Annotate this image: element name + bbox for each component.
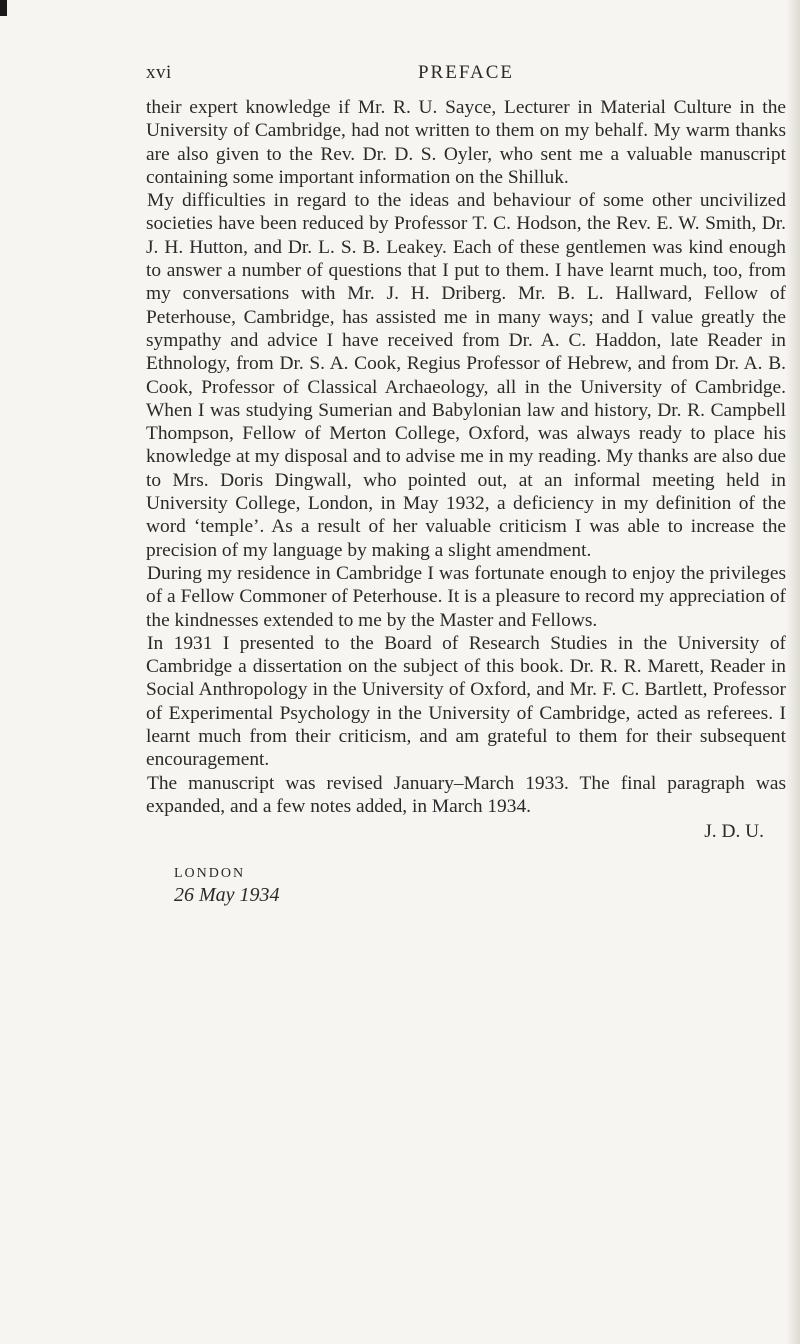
paragraph-4: In 1931 I presented to the Board of Research Studies in the University of Cambridge a dissertation on the subject of this book. Dr. R. R. Marett, Reader in Social Anthropology in the University of Oxford, and Mr. F. C. Bartlett, Professor of Experimental Psychology in the University of Cambridge, acted as referees. I learnt much from their criticism, and am grateful to them for their subsequent encouragement. xyxy=(146,632,786,771)
paragraph-1: their expert knowledge if Mr. R. U. Sayce, Lecturer in Material Culture in the University of Cambridge, had not written to them on my behalf. My warm thanks are also given to the Rev. Dr. D. S. Oyler, who sent me a valuable manuscript containing some important information on the Shilluk. xyxy=(146,97,786,188)
paragraph-5: The manuscript was revised January–March 1933. The final paragraph was expanded, and a few notes added, in March 1934. xyxy=(146,772,786,817)
page-number: xvi xyxy=(146,62,172,83)
author-initials: J. D. U. xyxy=(704,821,764,843)
preface-body xyxy=(146,96,786,818)
page-edge-shadow xyxy=(786,0,800,1344)
running-head xyxy=(146,62,786,96)
place-of-writing: LONDON xyxy=(174,865,246,881)
date-of-writing: 26 May 1934 xyxy=(174,883,280,906)
book-page xyxy=(146,62,786,907)
paragraph-3: During my residence in Cambridge I was fortunate enough to enjoy the privileges of a Fellow Commoner of Peterhouse. It is a pleasure to record my appreciation of the kindnesses extended to me by the Master and Fellows. xyxy=(146,562,786,631)
running-title: PREFACE xyxy=(417,62,514,83)
paragraph-2: My difficulties in regard to the ideas and behaviour of some other uncivilized societies have been reduced by Professor T. C. Hodson, the Rev. E. W. Smith, Dr. J. H. Hutton, and Dr. L. S. B. Leakey. Each of these gentlemen was kind enough to answer a number of questions that I put to them. I have learnt much, too, from my conversations with Mr. J. H. Driberg. Mr. B. L. Hallward, Fellow of Peterhouse, Cambridge, has assisted me in many ways; and I value greatly the sympathy and advice I have received from Dr. A. C. Haddon, late Reader in Ethnology, from Dr. S. A. Cook, Regius Professor of Hebrew, and from Dr. A. B. Cook, Professor of Classical Archaeology, all in the University of Cambridge. When I was studying Sumerian and Babylonian law and history, Dr. R. Campbell Thompson, Fellow of Merton College, Oxford, was always ready to place his knowledge at my disposal and to advise me in my reading. My thanks are also due to Mrs. Doris Dingwall, who pointed out, at an informal meeting held in University College, London, in May 1932, a deficiency in my definition of the word ‘temple’. As a result of her valuable criticism I was able to increase the precision of my language by making a slight amendment. xyxy=(146,190,786,561)
scan-corner-mark xyxy=(0,0,7,16)
